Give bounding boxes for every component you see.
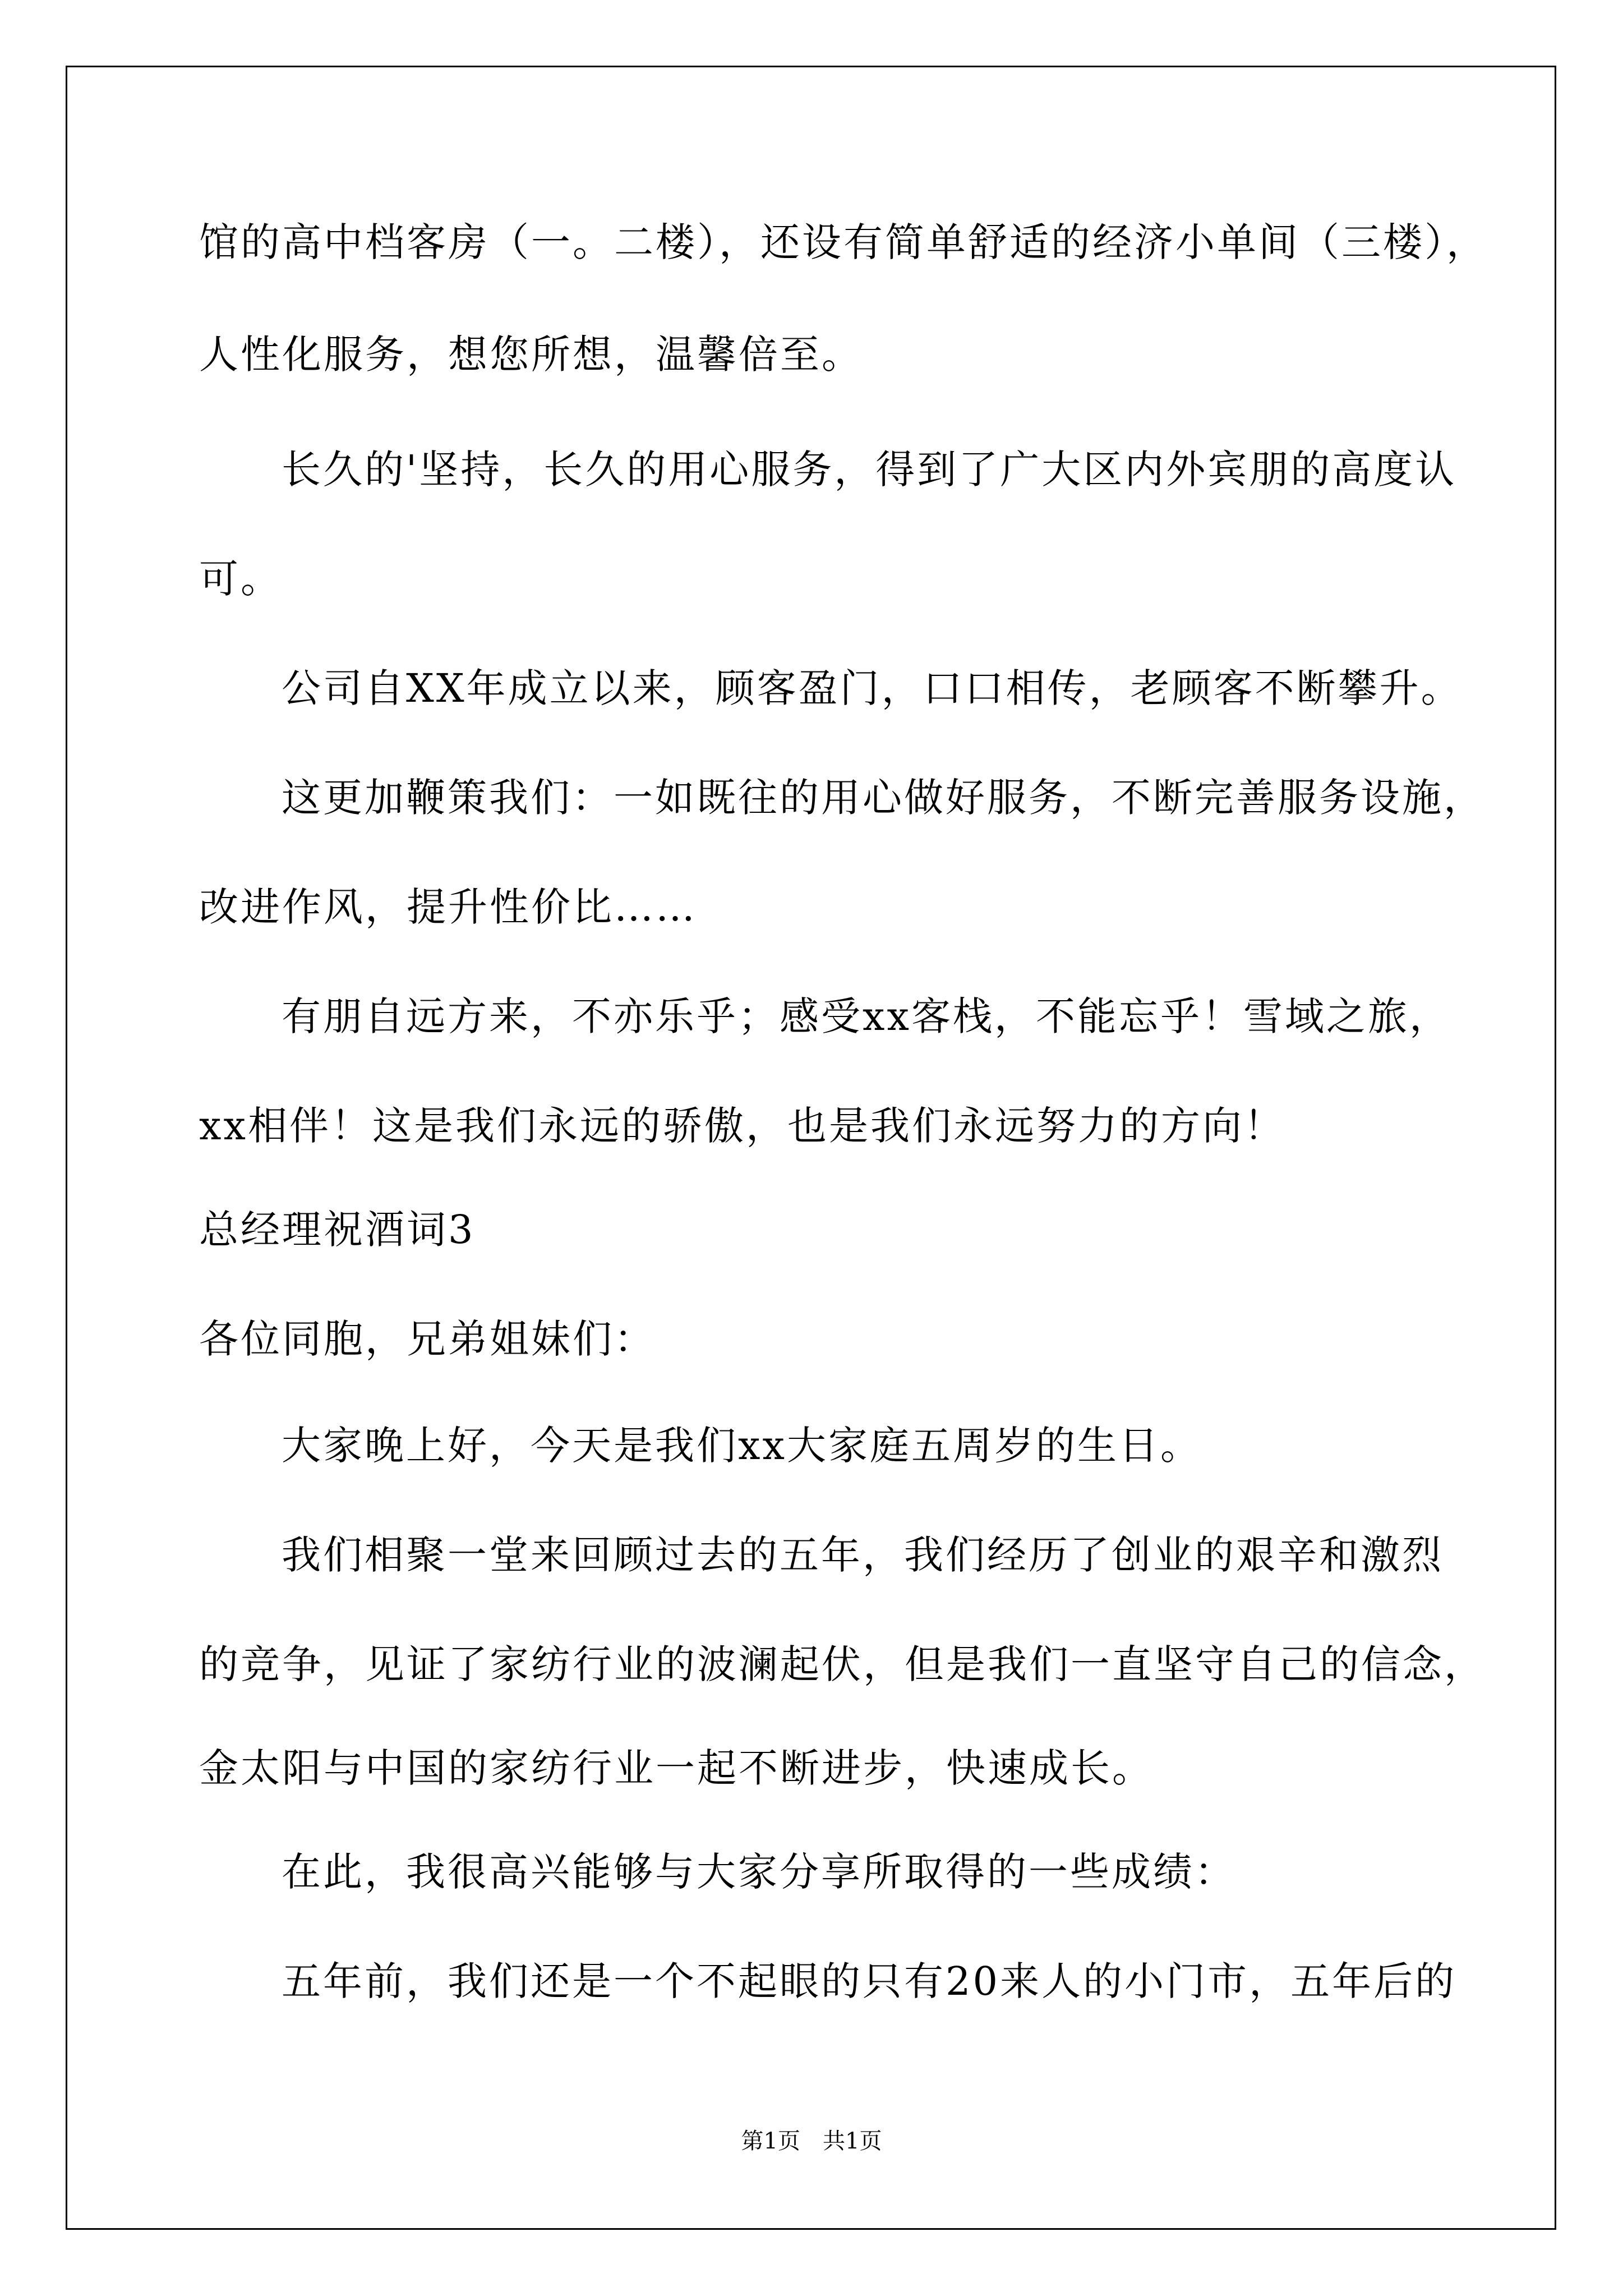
section-heading: 总经理祝酒词3: [199, 1207, 476, 1253]
text-line: 我们相聚一堂来回顾过去的五年，我们经历了创业的艰辛和激烈: [282, 1532, 1444, 1578]
text-line: 这更加鞭策我们：一如既往的用心做好服务，不断完善服务设施，: [282, 775, 1485, 821]
salutation: 各位同胞，兄弟姐妹们：: [199, 1316, 656, 1362]
text-line: 在此，我很高兴能够与大家分享所取得的一些成绩：: [282, 1849, 1236, 1895]
text-line: 有朋自远方来，不亦乐乎；感受xx客栈，不能忘乎！雪域之旅，: [282, 993, 1451, 1039]
text-line: 金太阳与中国的家纺行业一起不断进步，快速成长。: [199, 1745, 1154, 1791]
page-footer: 第1页 共1页: [741, 2128, 882, 2154]
text-line: 的竞争，见证了家纺行业的波澜起伏，但是我们一直坚守自己的信念，: [199, 1641, 1486, 1687]
text-line: 五年前，我们还是一个不起眼的只有20来人的小门市，五年后的: [282, 1958, 1457, 2004]
text-line: 改进作风，提升性价比……: [199, 884, 697, 930]
text-line: 可。: [199, 556, 282, 602]
text-line: xx相伴！这是我们永远的骄傲，也是我们永远努力的方向！: [199, 1103, 1285, 1149]
text-line: 馆的高中档客房（一。二楼），还设有简单舒适的经济小单间（三楼），: [199, 219, 1488, 265]
text-line: 长久的'坚持，长久的用心服务，得到了广大区内外宾朋的高度认: [282, 447, 1457, 493]
text-line: 人性化服务，想您所想，温馨倍至。: [199, 332, 863, 378]
text-line: 大家晚上好，今天是我们xx大家庭五周岁的生日。: [282, 1423, 1202, 1469]
text-line: 公司自XX年成立以来，顾客盈门，口口相传，老顾客不断攀升。: [282, 665, 1463, 711]
